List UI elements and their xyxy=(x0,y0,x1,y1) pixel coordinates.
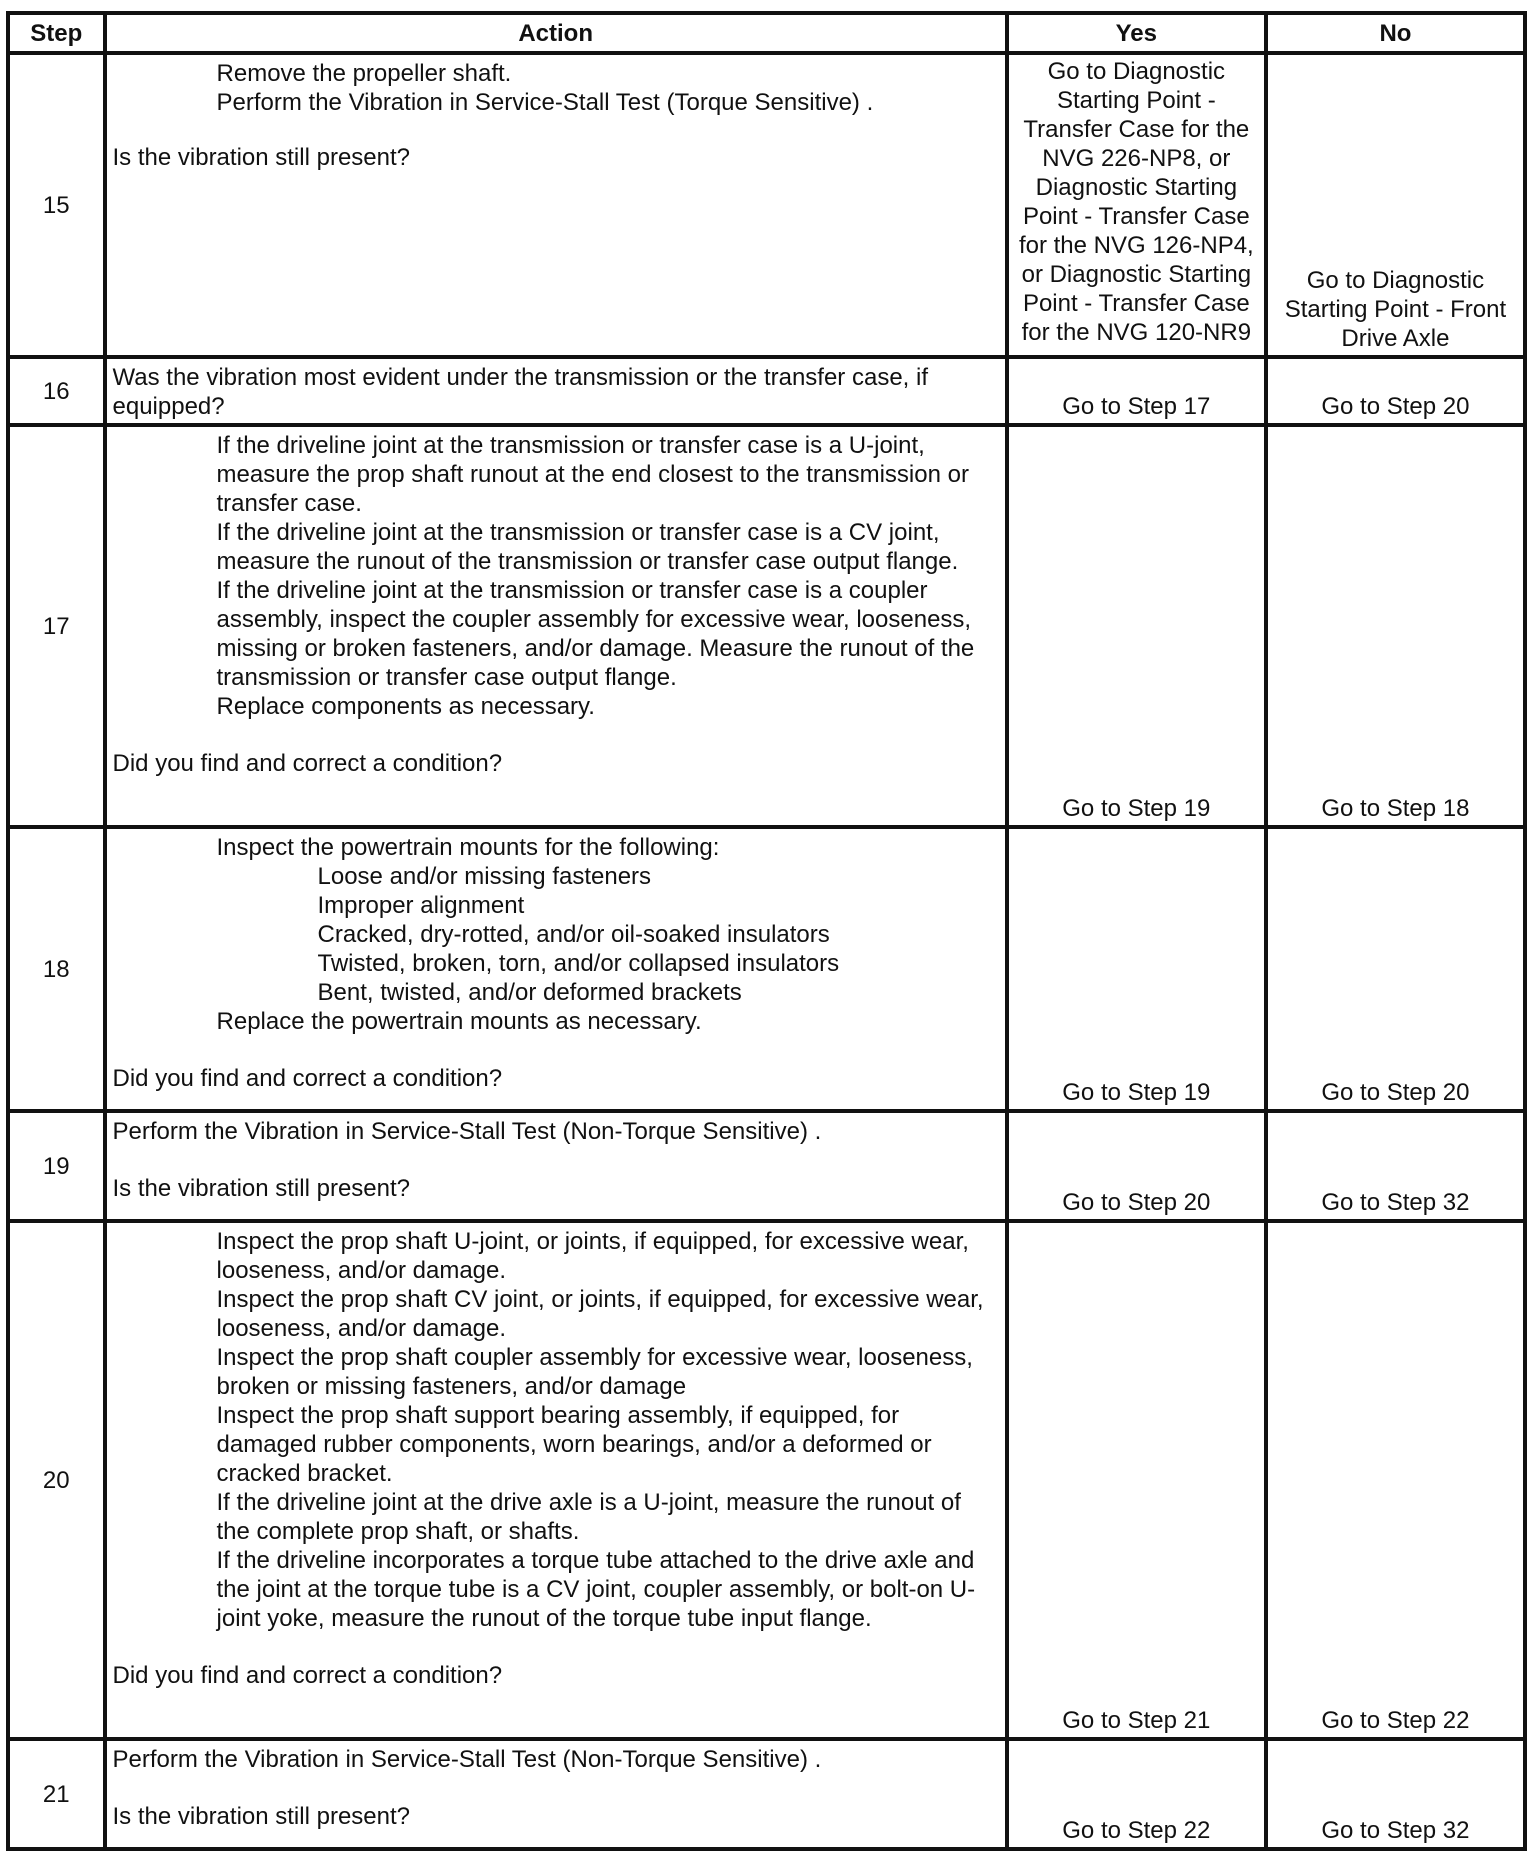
header-yes: Yes xyxy=(1007,13,1266,53)
table-row xyxy=(8,1739,1525,1849)
yes-cell: Go to Step 21 xyxy=(1007,1221,1266,1739)
yes-cell: Go to Step 19 xyxy=(1007,425,1266,827)
step-number: 15 xyxy=(8,53,105,357)
action-line: Inspect the prop shaft U-joint, or joints, if equipped, for excessive wear, looseness, and/or damage. xyxy=(216,1228,969,1284)
no-cell: Go to Diagnostic Starting Point - Front Drive Axle xyxy=(1266,53,1525,357)
step-number: 19 xyxy=(8,1111,105,1221)
no-cell: Go to Step 20 xyxy=(1266,827,1525,1111)
step-number: 20 xyxy=(8,1221,105,1739)
action-line: Perform the Vibration in Service-Stall Test (Non-Torque Sensitive) . xyxy=(112,1118,822,1145)
yes-cell: Go to Diagnostic Starting Point - Transfer Case for the NVG 226-NP8, or Diagnostic Starting Point - Transfer Case for the NVG 126-NP4, or Diagnostic Starting Point - Transfer Case for the NVG 120-NR9 xyxy=(1007,53,1266,357)
diagnostic-table xyxy=(6,11,1527,1851)
action-question: Is the vibration still present? xyxy=(112,1175,410,1202)
action-subline: Bent, twisted, and/or deformed brackets xyxy=(317,979,742,1006)
action-cell xyxy=(105,1739,1007,1849)
action-subline: Improper alignment xyxy=(317,892,525,919)
action-line: Inspect the prop shaft coupler assembly for excessive wear, looseness, broken or missing fasteners, and/or damage xyxy=(216,1344,973,1400)
yes-cell: Go to Step 19 xyxy=(1007,827,1266,1111)
action-subline: Cracked, dry-rotted, and/or oil-soaked insulators xyxy=(317,921,830,948)
action-cell xyxy=(105,1111,1007,1221)
header-row xyxy=(8,13,1525,53)
action-line: Inspect the prop shaft support bearing assembly, if equipped, for damaged rubber components, worn bearings, and/or a deformed or cracked bracket. xyxy=(216,1402,932,1487)
action-cell xyxy=(105,425,1007,827)
action-line: Perform the Vibration in Service-Stall Test (Torque Sensitive) . xyxy=(216,89,874,116)
action-question: Was the vibration most evident under the transmission or the transfer case, if equipped? xyxy=(112,364,928,420)
yes-cell: Go to Step 17 xyxy=(1007,357,1266,425)
action-cell xyxy=(105,1221,1007,1739)
table-row xyxy=(8,53,1525,357)
no-cell: Go to Step 32 xyxy=(1266,1111,1525,1221)
action-line: Inspect the prop shaft CV joint, or joints, if equipped, for excessive wear, looseness, and/or damage. xyxy=(216,1286,984,1342)
action-line: Remove the propeller shaft. xyxy=(216,60,512,87)
action-line: If the driveline joint at the transmission or transfer case is a CV joint, measure the runout of the transmission or transfer case output flange. xyxy=(216,519,959,575)
no-cell: Go to Step 20 xyxy=(1266,357,1525,425)
step-number: 17 xyxy=(8,425,105,827)
action-question: Did you find and correct a condition? xyxy=(112,1065,503,1092)
action-cell xyxy=(105,827,1007,1111)
table-row xyxy=(8,827,1525,1111)
no-cell: Go to Step 32 xyxy=(1266,1739,1525,1849)
action-line: Inspect the powertrain mounts for the following: xyxy=(216,834,720,861)
table-row xyxy=(8,1221,1525,1739)
yes-cell: Go to Step 20 xyxy=(1007,1111,1266,1221)
action-line: Perform the Vibration in Service-Stall Test (Non-Torque Sensitive) . xyxy=(112,1746,822,1773)
action-subline: Twisted, broken, torn, and/or collapsed insulators xyxy=(317,950,840,977)
action-cell xyxy=(105,357,1007,425)
action-question: Did you find and correct a condition? xyxy=(112,750,503,777)
action-line: If the driveline joint at the drive axle is a U-joint, measure the runout of the complete prop shaft, or shafts. xyxy=(216,1489,961,1545)
action-line: Replace the powertrain mounts as necessary. xyxy=(216,1008,702,1035)
table-row xyxy=(8,425,1525,827)
action-question: Did you find and correct a condition? xyxy=(112,1662,503,1689)
step-number: 18 xyxy=(8,827,105,1111)
action-line: Replace components as necessary. xyxy=(216,693,595,720)
action-line: If the driveline incorporates a torque tube attached to the drive axle and the joint at the torque tube is a CV joint, coupler assembly, or bolt-on U-joint yoke, measure the runout of the torque tube input flange. xyxy=(216,1547,976,1632)
action-line: If the driveline joint at the transmission or transfer case is a U-joint, measure the prop shaft runout at the end closest to the transmission or transfer case. xyxy=(216,432,969,517)
action-question: Is the vibration still present? xyxy=(112,144,410,171)
header-action: Action xyxy=(105,13,1007,53)
table-row xyxy=(8,357,1525,425)
step-number: 21 xyxy=(8,1739,105,1849)
header-step: Step xyxy=(8,13,105,53)
action-question: Is the vibration still present? xyxy=(112,1803,410,1830)
no-cell: Go to Step 18 xyxy=(1266,425,1525,827)
step-number: 16 xyxy=(8,357,105,425)
table-row xyxy=(8,1111,1525,1221)
header-no: No xyxy=(1266,13,1525,53)
action-subline: Loose and/or missing fasteners xyxy=(317,863,652,890)
action-line: If the driveline joint at the transmission or transfer case is a coupler assembly, inspect the coupler assembly for excessive wear, looseness, missing or broken fasteners, and/or damage. Measure the runout of the transmission or transfer case output flange. xyxy=(216,577,975,691)
no-cell: Go to Step 22 xyxy=(1266,1221,1525,1739)
yes-cell: Go to Step 22 xyxy=(1007,1739,1266,1849)
action-cell xyxy=(105,53,1007,357)
